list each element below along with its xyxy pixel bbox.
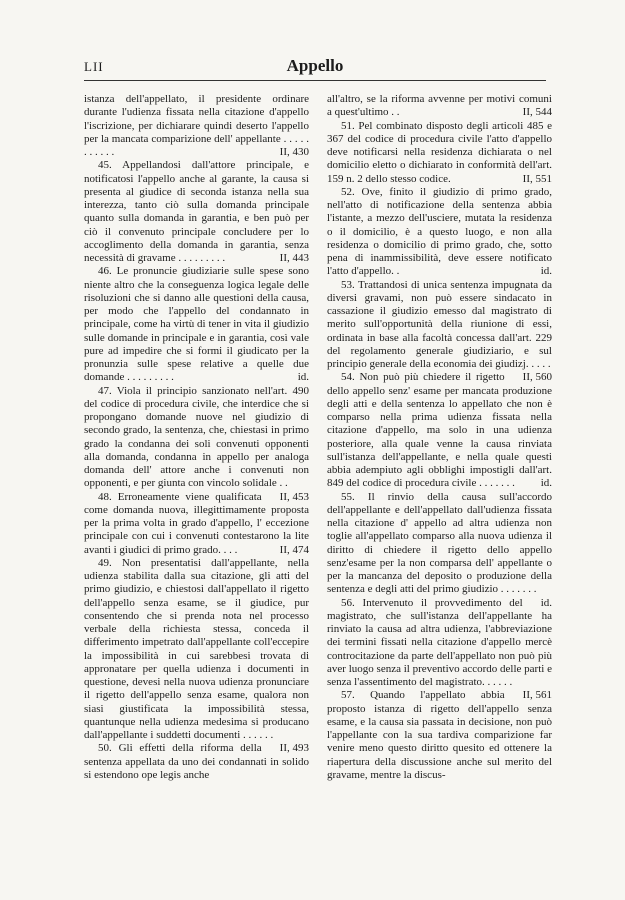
- entry-text: Appellandosi dall'attore principale, e notificatosi l'appello anche al garante, la causa si presenta al giudice di seconda istanza nella sua interezza, tanto ciò sulla domanda principale quanto sulla domanda in garantia, e ben può per ciò il convenuto principale concludere per lo accoglimento della domanda in garantia, senza necessità di gravame . . . . . . . . .: [84, 159, 309, 264]
- entry-number: 54.: [341, 371, 355, 384]
- entry-text: Ove, finito il giudizio di primo grado, nell'atto di notificazione della sentenza abbia l'istante, a mezzo dell'usciere, mutata la residenza o il domicilio, è a questo luogo, e non alla residenza o domicilio di primo grado, che, sotto pena di inammissibilità, deve essere notificato l'atto d'appello. .: [327, 185, 552, 278]
- entry-text: Trattandosi di unica sentenza impugnata da diversi gravami, non può essere sindacato in cassazione il giudizio emesso dal magistrato di merito sull'opportunità della riunione di essi, ordinata in base alla facoltà concessa dall'art. 229 del regolamento generale giudiziario, e sul principio generale della economia dei giudizj. . . . .: [327, 278, 552, 370]
- entry-text: Pel combinato disposto degli articoli 485 e 367 del codice di procedura civile l'atto d'appello deve notificarsi nella residenza dichiarata o nel domicilio eletto o dichiarato in conformità dell'art. 159 n. 2 dello stesso codice.: [327, 119, 552, 185]
- entry-number: 53.: [341, 278, 355, 291]
- entry-reference: II, 493: [279, 742, 309, 755]
- header-rule: [84, 80, 546, 81]
- entry-reference: id.: [297, 371, 309, 384]
- entry-paragraph: [327, 371, 552, 490]
- entry-number: 50.: [98, 742, 112, 755]
- entry-reference: II, 560: [522, 371, 552, 384]
- entry-paragraph: [84, 93, 309, 159]
- entry-paragraph: [327, 186, 552, 279]
- entry-paragraph: [327, 120, 552, 186]
- entry-paragraph: [84, 159, 309, 265]
- entry-text: Quando l'appellato abbia proposto istanza di rigetto dell'appello senza esame, e la causa sia passata in decisione, non può l'appellante con la sua tardiva comparizione far venire meno questo diritto quesito ed ottenere la riapertura della discussione anche sul merito del gravame, mentre la discus-: [327, 689, 552, 781]
- page-header: [84, 56, 546, 78]
- entry-number: 55.: [341, 490, 355, 503]
- entry-reference: II, 443: [279, 252, 309, 264]
- entry-reference: II, 544: [522, 106, 552, 119]
- entry-text: Gli effetti della riforma della sentenza appellata da uno dei condannati in solido si estendono ope legis anche: [84, 742, 309, 781]
- entry-reference: II, 474: [279, 543, 309, 556]
- right-column: [327, 93, 552, 782]
- entry-paragraph: [327, 93, 552, 120]
- entry-reference: II, 430: [279, 146, 309, 158]
- entry-number: 48.: [98, 490, 112, 503]
- entry-reference: II, 453: [279, 490, 309, 503]
- entry-text: Non può più chiedere il rigetto dello appello senz' esame per mancata produzione degli atti e della sentenza lo appellato che non è comparso nella prima udienza fissata nella citazione d'appello, ma solo in una udienza posteriore, alla quale venne la causa rinviata sull'istanza dell'appellante, e nella quale questi abbia adempiuto agli obblighi impostigli dall'art. 849 del codice di procedura civile . . . . . . .: [327, 371, 552, 490]
- entry-reference: id.: [540, 477, 552, 490]
- entry-text: Non presentatisi dall'appellante, nella udienza stabilita dalla sua citazione, gli atti del primo giudizio, e chiestosi dall'appellato il rigetto dell'appello senza esame, se il giudice, pur consentendo che si prenda nota nel processo verbale della richiesta stessa, conceda il differimento impetrato dall'appellante coll'eccepire la impossibilità in cui sarebbesi trovata di appronatare per quella udienza i documenti in questione, devesi nella nuova udienza pronunciare il rigetto dell'appello senza esame, qualora non siasi giustificata la impossibilità stessa, quantunque nella udienza medesima si producano dall'appellante i suddetti documenti . . . . . .: [84, 556, 310, 741]
- entry-text: all'altro, se la riforma avvenne per motivi comuni a quest'ultimo . .: [327, 93, 552, 119]
- entry-number: 47.: [98, 384, 112, 397]
- entry-paragraph: [84, 265, 309, 384]
- entry-text: Le pronuncie giudiziarie sulle spese sono niente altro che la conseguenza logica legale delle risoluzioni che si danno alle questioni della causa, per modo che l'appello del condannato in principale, come ha virtù di tener in vita il giudizio sulle domande in principale e in garantia, così vale pure ad impedire che si formi il giudicato per la pronunzia sulle spese relative a quelle due domande . . . . . . . . .: [84, 265, 309, 384]
- entry-text: Il rinvio della causa sull'accordo dell'appellante e dell'appellato dall'udienza fissata nella citazione d' appello ad altra udienza non toglie all'appellato comparso alla nuova udienza il diritto di chiedere il rigetto dello appello senz'esame per la non comparsa dell' appellante o per la mancanza del deposito o produzione della sentenza e degli atti del primo giudizio . . . . . . .: [327, 490, 553, 596]
- entry-paragraph: [327, 689, 552, 782]
- entry-text: Viola il principio sanzionato nell'art. 490 del codice di procedura civile, che interdice che si propongano domande nuove nel giudizio di secondo grado, la sentenza, che, chiestasi in primo grado la condanna dei soli convenuti opponenti alla domanda, condanna in appello per analoga domanda dell' attore anche i convenuti non opponenti, e per giunta con vincolo solidale . .: [84, 384, 309, 490]
- entry-number: 51.: [341, 119, 355, 132]
- entry-text: Intervenuto il provvedimento del magistrato, che sull'istanza dell'appellante ha rinviato la causa ad altra udienza, l'abbreviazione dei termini fissati nella citazione d'appello mercè controcitazione da parte dell'appellato non può più aver luogo senza il preventivo accordo delle parti e senza l'assentimento del magistrato. . . . . .: [327, 596, 552, 688]
- entry-reference: II, 551: [522, 172, 552, 185]
- entry-text: Erroneamente viene qualificata come domanda nuova, illegittimamente proposta per la prima volta in grado d'appello, l' eccezione principale con cui i convenuti contestarono la lite avanti i giudici di primo grado. . . .: [84, 490, 309, 556]
- entry-reference: id.: [540, 265, 552, 278]
- left-column: [84, 93, 309, 782]
- entry-number: 56.: [341, 596, 355, 609]
- entry-reference: II, 561: [522, 689, 552, 702]
- entry-text: istanza dell'appellato, il presidente ordinare durante l'udienza fissata nella citazione d'appello l'iscrizione, per dichiarare quindi deserto l'appello per la mancata comparizione dell' appellante . . . . . . . . . . .: [84, 93, 309, 158]
- entry-number: 57.: [341, 689, 355, 702]
- page-title: Appello: [286, 56, 344, 75]
- entry-reference: id.: [540, 596, 552, 609]
- page-number: LII: [84, 59, 104, 74]
- entry-number: 46.: [98, 265, 112, 278]
- entry-number: 45.: [98, 159, 112, 172]
- entry-number: 49.: [98, 556, 112, 569]
- entry-number: 52.: [341, 185, 355, 198]
